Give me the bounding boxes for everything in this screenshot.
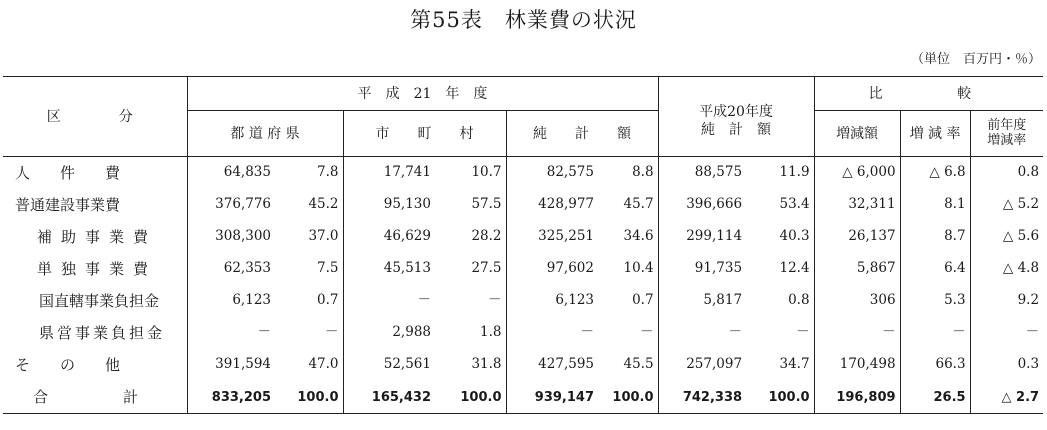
table-row — [3, 189, 1043, 221]
row-label: 単独事業費 — [3, 253, 187, 285]
cell: 66.3 — [900, 349, 970, 381]
cell: 165,432 — [343, 381, 435, 414]
cell: 196,809 — [814, 381, 900, 414]
unit-note: （単位 百万円・％） — [910, 52, 1041, 67]
cell: △ 5.2 — [970, 189, 1043, 221]
cell: 170,498 — [814, 349, 900, 381]
table-row — [3, 157, 1043, 190]
header-zennendo-line2: 増減率 — [987, 132, 1027, 148]
cell: 52,561 — [343, 349, 435, 381]
cell: 8.7 — [900, 221, 970, 253]
cell: 88,575 — [658, 157, 746, 190]
cell: 427,595 — [506, 349, 598, 381]
header-zougenritsu: 増 減 率 — [900, 111, 970, 157]
cell: 97,602 — [506, 253, 598, 285]
cell: 0.7 — [317, 292, 339, 309]
table-title: 第55表 林業費の状況 — [410, 8, 637, 32]
cell: － — [488, 292, 502, 309]
cell: 57.5 — [471, 196, 502, 213]
header-heisei21: 平 成 21 年 度 — [187, 77, 658, 111]
cell: 6,123 — [232, 292, 271, 309]
cell: － — [506, 317, 598, 349]
cell: 7.8 — [275, 157, 343, 190]
cell: 34.7 — [779, 356, 810, 373]
cell: 939,147 — [506, 381, 598, 414]
cell: 53.4 — [779, 196, 810, 213]
cell: 5,867 — [814, 253, 900, 285]
cell: 46,629 — [343, 221, 435, 253]
table-row — [3, 349, 1043, 381]
cell: 26,137 — [814, 221, 900, 253]
cell: 0.7 — [632, 292, 654, 309]
cell: 308,300 — [215, 228, 271, 245]
cell: 45.5 — [623, 356, 654, 373]
header-heisei20-line2: 純 計 額 — [701, 121, 772, 138]
cell: △ 5.6 — [970, 221, 1043, 253]
cell: 9.2 — [970, 285, 1043, 317]
cell: 100.0 — [275, 381, 343, 414]
header-zennendo — [970, 111, 1043, 157]
cell: － — [257, 324, 271, 341]
header-kubun: 区 分 — [3, 77, 187, 157]
header-hikaku-left: 比 — [868, 85, 883, 102]
cell: 17,741 — [343, 157, 435, 190]
cell: 257,097 — [658, 349, 746, 381]
cell: 45.7 — [623, 196, 654, 213]
cell: △ 6.8 — [900, 157, 970, 190]
header-hikaku-right: 較 — [957, 85, 972, 102]
cell: 10.4 — [623, 260, 654, 277]
header-junkeigaku: 純 計 額 — [506, 111, 658, 157]
cell: 8.8 — [598, 157, 658, 190]
cell: 12.4 — [779, 260, 810, 277]
cell: － — [343, 285, 435, 317]
cell: 64,835 — [187, 157, 275, 190]
cell: 306 — [814, 285, 900, 317]
cell: 0.3 — [970, 349, 1043, 381]
header-heisei20-line1: 平成20年度 — [699, 103, 773, 120]
row-label: 人 件 費 — [3, 157, 187, 190]
cell: 5.3 — [900, 285, 970, 317]
header-todofuken: 都 道 府 県 — [187, 111, 343, 157]
table-row — [3, 221, 1043, 253]
header-hikaku — [814, 77, 1043, 111]
cell: 2,988 — [343, 317, 435, 349]
cell: 325,251 — [506, 221, 598, 253]
cell: － — [970, 317, 1043, 349]
cell: 28.2 — [471, 228, 502, 245]
cell: △ 6,000 — [814, 157, 900, 190]
row-label: 合 計 — [3, 381, 187, 414]
cell: 6,123 — [506, 285, 598, 317]
cell: 47.0 — [308, 356, 339, 373]
cell: 45,513 — [343, 253, 435, 285]
cell: － — [900, 317, 970, 349]
cell: － — [796, 324, 810, 341]
cell: 5,817 — [658, 285, 746, 317]
header-zennendo-line1: 前年度 — [987, 117, 1027, 133]
cell: 833,205 — [187, 381, 275, 414]
cell: 396,666 — [658, 189, 746, 221]
cell: 91,735 — [658, 253, 746, 285]
row-label: 県営事業負担金 — [3, 317, 187, 349]
cell: － — [325, 324, 339, 341]
cell: － — [640, 324, 654, 341]
cell: △ 4.8 — [970, 253, 1043, 285]
cell: － — [658, 317, 746, 349]
cell: 100.0 — [435, 381, 506, 414]
cell: 37.0 — [308, 228, 339, 245]
table-row — [3, 317, 1043, 349]
cell: 40.3 — [779, 228, 810, 245]
cell: 391,594 — [215, 356, 271, 373]
table-row-total — [3, 381, 1043, 414]
cell: 45.2 — [308, 196, 339, 213]
cell: 8.1 — [900, 189, 970, 221]
cell: 100.0 — [598, 381, 658, 414]
cell: 0.8 — [788, 292, 810, 309]
cell: 7.5 — [317, 260, 339, 277]
cell: 82,575 — [506, 157, 598, 190]
table-row — [3, 253, 1043, 285]
row-label: そ の 他 — [3, 349, 187, 381]
header-heisei20 — [658, 77, 814, 157]
header-zougengaku: 増減額 — [814, 111, 900, 157]
cell: 34.6 — [623, 228, 654, 245]
row-label: 国直轄事業負担金 — [3, 285, 187, 317]
cell: △ 2.7 — [970, 381, 1043, 414]
cell: － — [814, 317, 900, 349]
cell: 6.4 — [900, 253, 970, 285]
row-label: 普通建設事業費 — [3, 189, 187, 221]
cell: 26.5 — [900, 381, 970, 414]
row-label: 補助事業費 — [3, 221, 187, 253]
cell: 100.0 — [746, 381, 814, 414]
cell: 376,776 — [215, 196, 271, 213]
cell: 32,311 — [814, 189, 900, 221]
table-row — [3, 285, 1043, 317]
cell: 11.9 — [746, 157, 814, 190]
cell: 0.8 — [970, 157, 1043, 190]
cell: 299,114 — [658, 221, 746, 253]
cell: 95,130 — [343, 189, 435, 221]
forestry-expense-table — [3, 76, 1043, 414]
header-shichoson: 市 町 村 — [343, 111, 506, 157]
cell: 10.7 — [435, 157, 506, 190]
cell: 1.8 — [480, 324, 502, 341]
cell: 62,353 — [223, 260, 271, 277]
cell: 428,977 — [506, 189, 598, 221]
cell: 31.8 — [471, 356, 502, 373]
cell: 742,338 — [658, 381, 746, 414]
cell: 27.5 — [471, 260, 502, 277]
